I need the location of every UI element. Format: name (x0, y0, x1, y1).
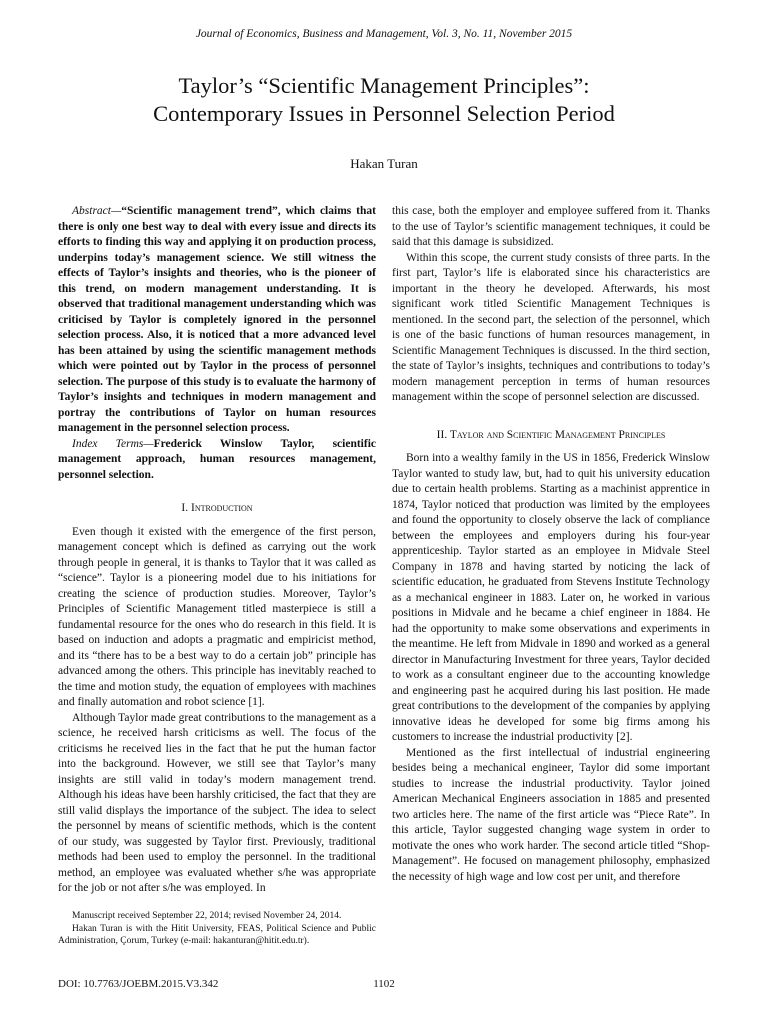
intro-paragraph-2: Although Taylor made great contributions to the management as a science, he received harsh criticisms as well. The focus of the criticisms he received lies in the fact that he put the human factor into the background. However, we still see that Taylor’s many insights are still valid in today’s modern management trend. Although his ideas have been harshly criticised, the fact that they are still valid displays the importance of the subject. The idea to select the personnel by means of scientific methods, which is the content of our study, was suggested by Taylor first. Previously, traditional methods had been used to employ the personnel. In the traditional method, an employee was evaluated whether s/he was appropriate for the job or not after s/he was employed. In (58, 711, 376, 894)
footnote-line-1: Manuscript received September 22, 2014; revised November 24, 2014. (72, 911, 342, 921)
footnote-line-2: Hakan Turan is with the Hitit University, FEAS, Political Science and Public Administration, Çorum, Turkey (e-mail: hakanturan@hitit.edu.tr). (58, 923, 376, 946)
index-terms-label: Index Terms— (72, 437, 154, 450)
author-name: Hakan Turan (350, 156, 418, 171)
page-number: 1102 (373, 978, 395, 990)
section-heading-introduction: I. Introduction (181, 502, 253, 514)
abstract (58, 204, 376, 437)
section2-paragraph-2: Mentioned as the first intellectual of industrial engineering besides being a mechanical engineer, Taylor did some important studies to increase the industrial productivity. Taylor joined American Mechanical Engineers association in 1885 and presented two articles here. The name of the first article was “Piece Rate”. In this article, Taylor suggested changing wage system in order to motivate the ones who work harder. The second article titled “Shop-Management”. He focused on management philosophy, emphasized the necessity of high wage and low cost per unit, and therefore (392, 746, 710, 883)
paper-title (0, 72, 768, 128)
abstract-text: “Scientific management trend”, which claims that there is only one best way to deal with every issue and directs its efforts to finding this way and applying it on production process, underpins today’s management science. We still witness the effects of Taylor’s insights and theories, who is the pioneer of this trend, on modern management understanding. It is observed that traditional management understanding which was criticised by Taylor is completely ignored in the personnel selection process. Also, it is noticed that a more advanced level has been attained by using the scientific management methods which were pointed out by Taylor in the process of personnel selection. The purpose of this study is to evaluate the harmony of Taylor’s insights and techniques in modern management and portray the contributions of Taylor on human resources management in the personnel selection process. (58, 205, 376, 434)
right-paragraph-2: Within this scope, the current study consists of three parts. In the first part, Taylor’s life is elaborated since his characteristics are important in the theory he developed. Afterwards, his most significant work titled Scientific Management Techniques is mentioned. In the second part, the selection of the personnel, which is one of the basic functions of human resources management, in Scientific Management Techniques is discussed. In the third section, the state of Taylor’s insights, techniques and contributions to today’s modern management perception in terms of human resources management within the scope of personnel selection are discussed. (392, 251, 710, 403)
index-terms (58, 437, 376, 484)
index-terms-text: Frederick Winslow Taylor, scientific management approach, human resources management, personnel selection. (58, 437, 376, 481)
title-line-2: Contemporary Issues in Personnel Selection Period (153, 101, 615, 126)
right-paragraph-1: this case, both the employer and employee suffered from it. Thanks to the use of Taylor’s scientific management techniques, it could be said that this damage is subsidized. (392, 205, 710, 248)
intro-paragraph-1: Even though it existed with the emergence of the first person, management concept which is defined as carrying out the work through people in general, it is thanks to Taylor that it was called as “science”. Taylor is a pioneering model due to his initiations for creating the science of production studies. Moreover, Taylor’s Principles of Scientific Management titled masterpiece is still a fundamental resource for the ones who do research in this field. It is based on induction and adopts a pragmatic and empiricist method, and its “there has to be a best way to do a certain job” principle has advanced among the others. This principle has inevitably reached to the time and motion study, the equation of employees with machines and finally automation and robot science [1]. (58, 525, 376, 708)
section2-paragraph-1: Born into a wealthy family in the US in 1856, Frederick Winslow Taylor wanted to study law, but, had to quit his university education due to certain health problems. Starting as a machinist apprentice in 1874, Taylor noticed that production was limited by the employees and found the opportunity to closely observe the lack of compliance between the employees and employers during his four-year apprenticeship. Taylor started as an employee in Midvale Steel Company in 1878 and having started by noticing the lack of scientific education, he graduated from Stevens Institute Technology as a mechanical engineer in 1883. Later on, he worked in various positions in Midvale and he became a chief engineer in 1884. He had the opportunity to make some observations and experiments in the meantime. He left from Midvale in 1890 and worked as a general director in Manufacturing Investment for three years, Taylor decided to work as a consultant engineer due to the accounting knowledge and engineering past he acquired during his last position. He made great contributions to the development of the companies by applying innovative ideas he developed for some big firms among his customers to increase the industrial productivity [2]. (392, 452, 710, 743)
journal-header: Journal of Economics, Business and Management, Vol. 3, No. 11, November 2015 (195, 28, 573, 40)
right-column (392, 204, 710, 885)
title-line-1: Taylor’s “Scientific Management Principles”: (178, 73, 590, 98)
doi-footer: DOI: 10.7763/JOEBM.2015.V3.342 (58, 978, 219, 990)
footnote (58, 910, 376, 948)
abstract-label: Abstract— (72, 205, 122, 217)
left-column (58, 204, 376, 897)
section-heading-taylor: II. Taylor and Scientific Management Principles (436, 428, 666, 441)
